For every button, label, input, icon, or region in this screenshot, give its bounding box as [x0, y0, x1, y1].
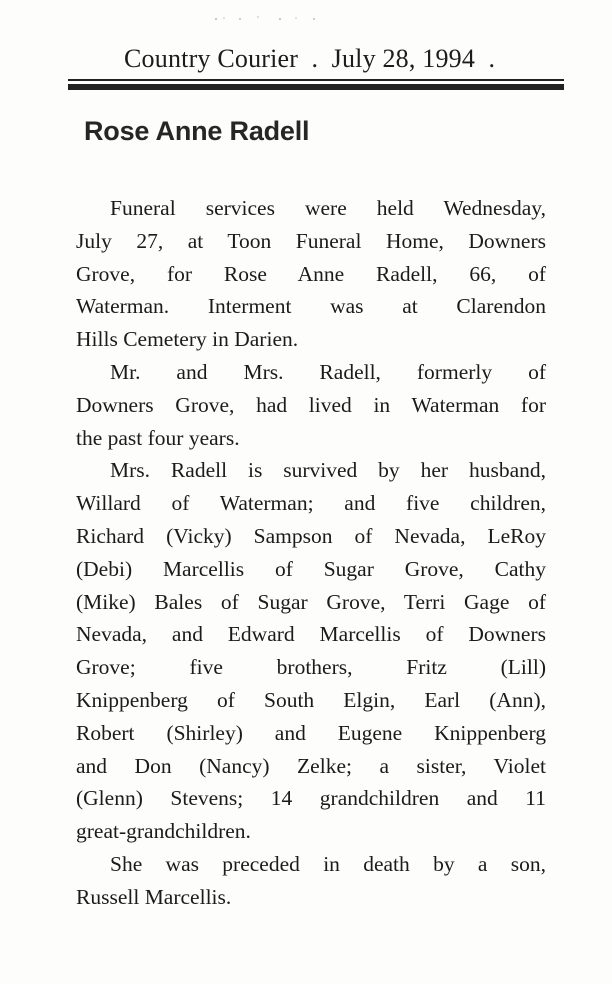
text-line: Grove, for Rose Anne Radell, 66, of	[76, 261, 546, 286]
obituary-headline: Rose Anne Radell	[84, 116, 310, 146]
text-line: (Glenn) Stevens; 14 grandchildren and 11	[76, 786, 546, 811]
masthead-rule-thick	[68, 84, 564, 90]
text-line: She was preceded in death by a son,	[110, 851, 546, 876]
text-line: Mr. and Mrs. Radell, formerly of	[110, 359, 546, 384]
text-line: Downers Grove, had lived in Waterman for	[76, 392, 546, 417]
obituary-body	[76, 192, 546, 914]
paragraph-survivors	[76, 454, 546, 848]
text-line: Mrs. Radell is survived by her husband,	[110, 458, 546, 483]
text-line: and Don (Nancy) Zelke; a sister, Violet	[76, 753, 546, 778]
text-line: Knippenberg of South Elgin, Earl (Ann),	[76, 687, 546, 712]
text-line: the past four years.	[76, 425, 240, 450]
text-line: Robert (Shirley) and Eugene Knippenberg	[76, 720, 546, 745]
paragraph-preceded	[76, 848, 546, 914]
text-line: great-grandchildren.	[76, 819, 251, 844]
text-line: Waterman. Interment was at Clarendon	[76, 294, 546, 319]
text-line: Hills Cemetery in Darien.	[76, 327, 299, 352]
text-line: Funeral services were held Wednesday,	[110, 196, 546, 220]
text-line: (Mike) Bales of Sugar Grove, Terri Gage of	[76, 589, 546, 614]
paragraph-residence	[76, 356, 546, 454]
text-line: Richard (Vicky) Sampson of Nevada, LeRoy	[76, 523, 546, 548]
paragraph-services	[76, 192, 546, 356]
text-line: Willard of Waterman; and five children,	[76, 491, 546, 516]
print-specks	[210, 14, 330, 22]
text-line: Grove; five brothers, Fritz (Lill)	[76, 655, 546, 680]
masthead-rule-thin	[68, 79, 564, 81]
masthead: Country Courier . July 28, 1994 .	[124, 44, 496, 73]
text-line: (Debi) Marcellis of Sugar Grove, Cathy	[76, 556, 546, 581]
text-line: Nevada, and Edward Marcellis of Downers	[76, 622, 546, 647]
text-line: Russell Marcellis.	[76, 884, 232, 909]
text-line: July 27, at Toon Funeral Home, Downers	[76, 228, 546, 253]
